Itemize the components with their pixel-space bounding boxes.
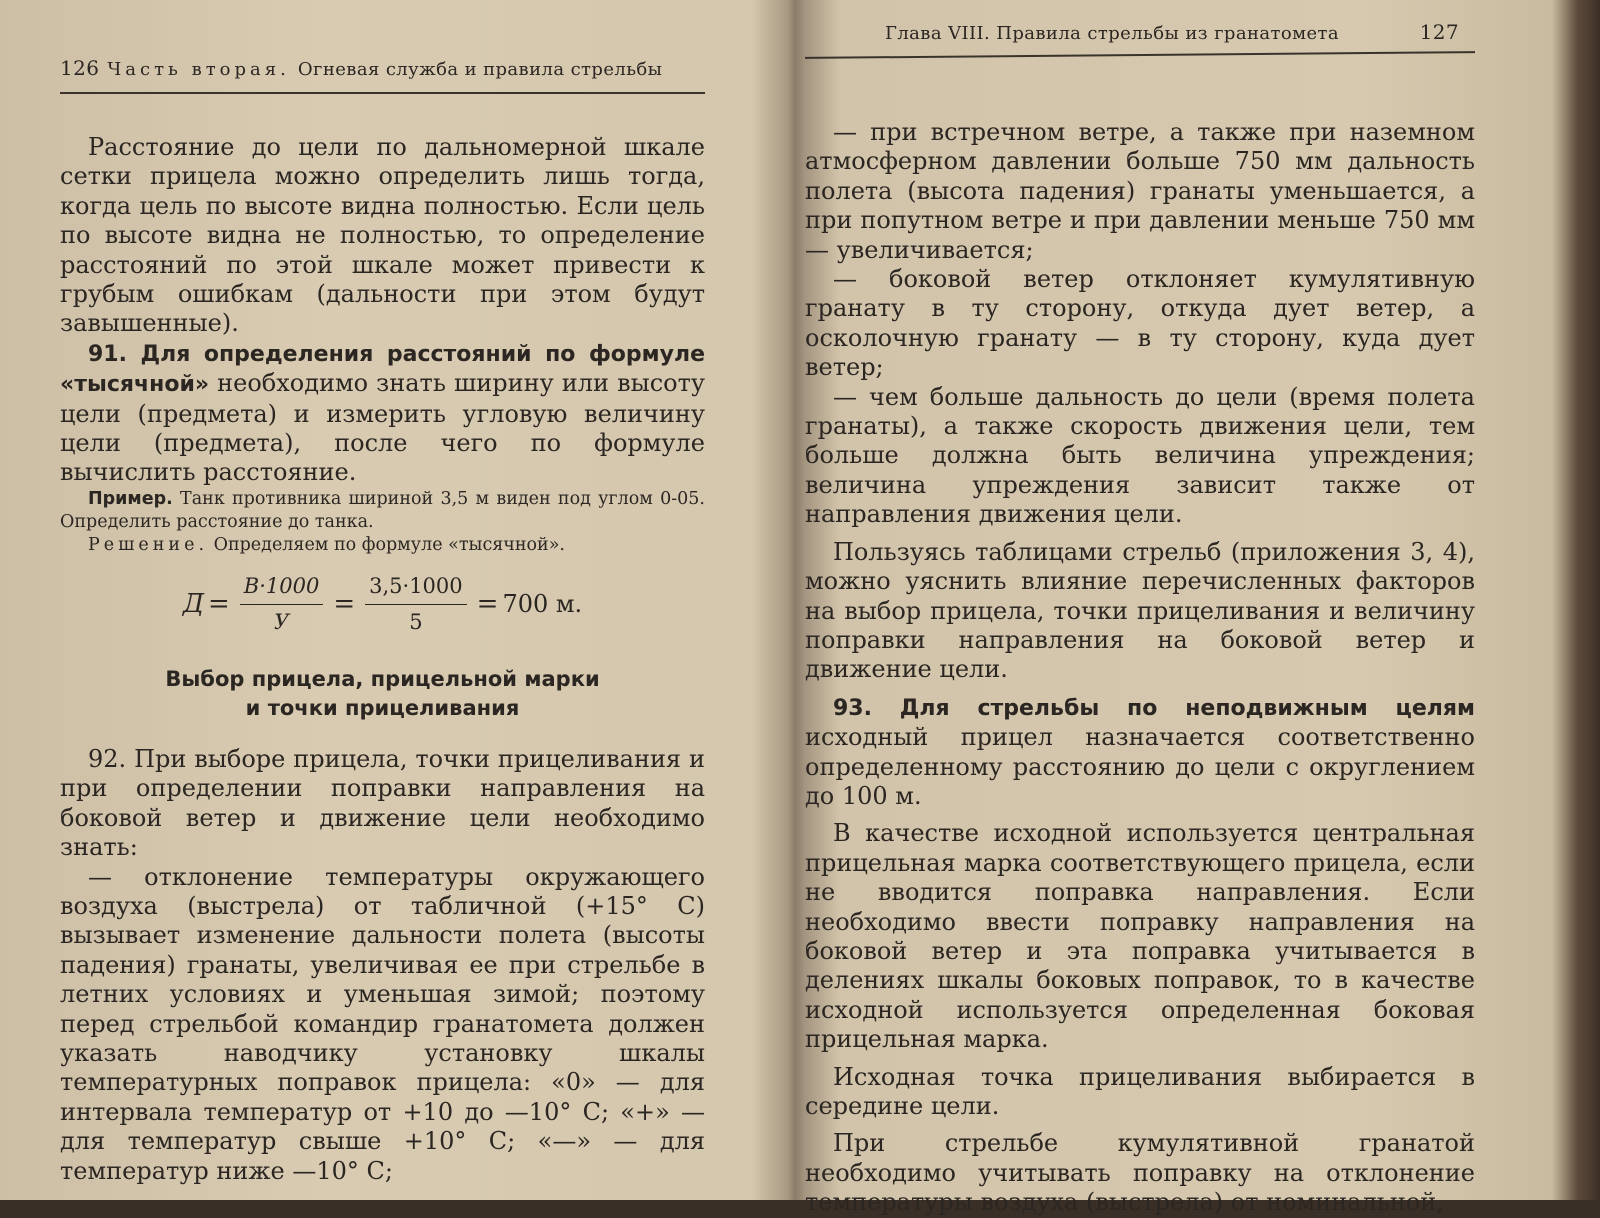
fraction-2 — [365, 572, 467, 638]
solution — [60, 534, 705, 557]
right-running-head — [805, 20, 1475, 44]
left-page-number: 126 — [60, 56, 100, 80]
paragraph-number: 92. — [88, 744, 127, 773]
solution-text: Определяем по формуле «тысячной». — [213, 534, 565, 555]
right-page — [805, 0, 1475, 1217]
paragraph: Исходная точка прицеливания выбирается в середине цели. — [805, 1062, 1475, 1120]
right-running-head-title: Глава VIII. Правила стрельбы из гранатомета — [885, 23, 1340, 44]
paragraph: — чем больше дальность до цели (время полета гранаты), а также скорость движения цели, тем больше должна быть величина упреждения; величина упреждения зависит также от направления движения цели. — [805, 382, 1475, 529]
left-running-head — [60, 56, 705, 80]
paragraph-text: При выборе прицела, точки прицеливания и при определении поправки направления на боковой ветер и движение цели необходимо знать: — [60, 744, 705, 862]
formula-equals: = — [207, 589, 230, 620]
solution-label: Решение. — [88, 534, 209, 555]
left-body-text — [60, 133, 705, 1186]
left-running-head-title: Огневая служба и правила стрельбы — [297, 59, 663, 80]
bold-lead: Для стрельбы по неподвижным целям — [899, 695, 1475, 721]
right-page-number: 127 — [1419, 20, 1459, 44]
paragraph-text: необходимо знать ширину или высоту цели (предмета) и измерить угловую величину цели (предмета), после чего по формуле вычислить расстояние. — [60, 369, 705, 487]
left-page — [60, 0, 705, 1200]
section-title-line: Выбор прицела, прицельной марки — [165, 666, 600, 691]
section-title — [60, 665, 705, 723]
example-label: Пример. — [88, 488, 173, 509]
paragraph: Расстояние до цели по дальномерной шкале сетки прицела можно определить лишь тогда, когда цель по высоте видна полностью. Если цель по высоте видна не полностью, то определение расстояний по этой шкале может привести к грубым ошибкам (дальности при этом будут завышенные). — [60, 133, 705, 338]
paragraph: В качестве исходной используется центральная прицельная марка соответствующего прицела, если не вводится поправка направления. Если необходимо ввести поправку направления на боковой ветер и эта поправка учитывается в делениях шкалы боковых поправок, то в качестве исходной используется определенная боковая прицельная марка. — [805, 819, 1475, 1054]
paragraph-number: 91. — [88, 341, 127, 367]
formula-result: 700 м. — [502, 590, 583, 619]
paragraph: Пользуясь таблицами стрельб (приложения 3, 4), можно уяснить влияние перечисленных факторов на выбор прицела, точки прицеливания и величину поправки направления на боковой ветер и движение цели. — [805, 537, 1475, 684]
left-head-rule — [60, 92, 705, 94]
fraction-1-numerator: В·1000 — [240, 572, 324, 605]
paragraph-92 — [60, 745, 705, 863]
formula-equals: = — [476, 589, 499, 620]
bold-lead: Для определения расстояний по формуле «тысячной» — [60, 341, 705, 398]
formula-lhs: Д — [182, 589, 204, 620]
paragraph: — отклонение температуры окружающего воздуха (выстрела) от табличной (+15° С) вызывает изменение дальности полета (высоты падения) гранаты, увеличивая ее при стрельбе в летних условиях и уменьшая зимой; поэтому перед стрельбой командир гранатомета должен указать наводчику установку шкалы температурных поправок прицела: «0» — для интервала температур от +10 до —10° С; «+» — для температур свыше +10° С; «—» — для температур ниже —10° С; — [60, 862, 705, 1185]
paragraph-93 — [805, 693, 1475, 812]
paragraph: — при встречном ветре, а также при наземном атмосферном давлении больше 750 мм дальность полета (высота падения) гранаты уменьшается, а при попутном ветре и при давлении меньше 750 мм — увеличивается; — [805, 118, 1475, 264]
formula — [60, 567, 705, 643]
paragraph-91 — [60, 339, 705, 488]
left-running-head-part: Часть вторая. — [107, 59, 290, 80]
paragraph: — боковой ветер отклоняет кумулятивную гранату в ту сторону, откуда дует ветер, а осколочную гранату — в ту сторону, куда дует ветер; — [805, 265, 1475, 382]
formula-equals: = — [333, 589, 356, 620]
right-head-rule — [805, 51, 1475, 59]
example — [60, 488, 705, 534]
section-title-line: и точки прицеливания — [245, 695, 520, 720]
right-body-text — [805, 118, 1475, 1218]
example-text: Танк противника шириной 3,5 м виден под углом 0-05. Определить расстояние до танка. — [60, 488, 705, 532]
fraction-2-numerator: 3,5·1000 — [365, 572, 467, 605]
fraction-1 — [240, 572, 324, 638]
fraction-1-denominator: У — [273, 610, 290, 635]
paragraph: При стрельбе кумулятивной гранатой необходимо учитывать поправку на отклонение температуры воздуха (выстрела) от номинальной, — [805, 1129, 1475, 1217]
paragraph-text: исходный прицел назначается соответственно определенному расстоянию до цели с округлением до 100 м. — [805, 723, 1475, 810]
paragraph-number: 93. — [833, 695, 872, 721]
fraction-2-denominator: 5 — [409, 610, 423, 635]
